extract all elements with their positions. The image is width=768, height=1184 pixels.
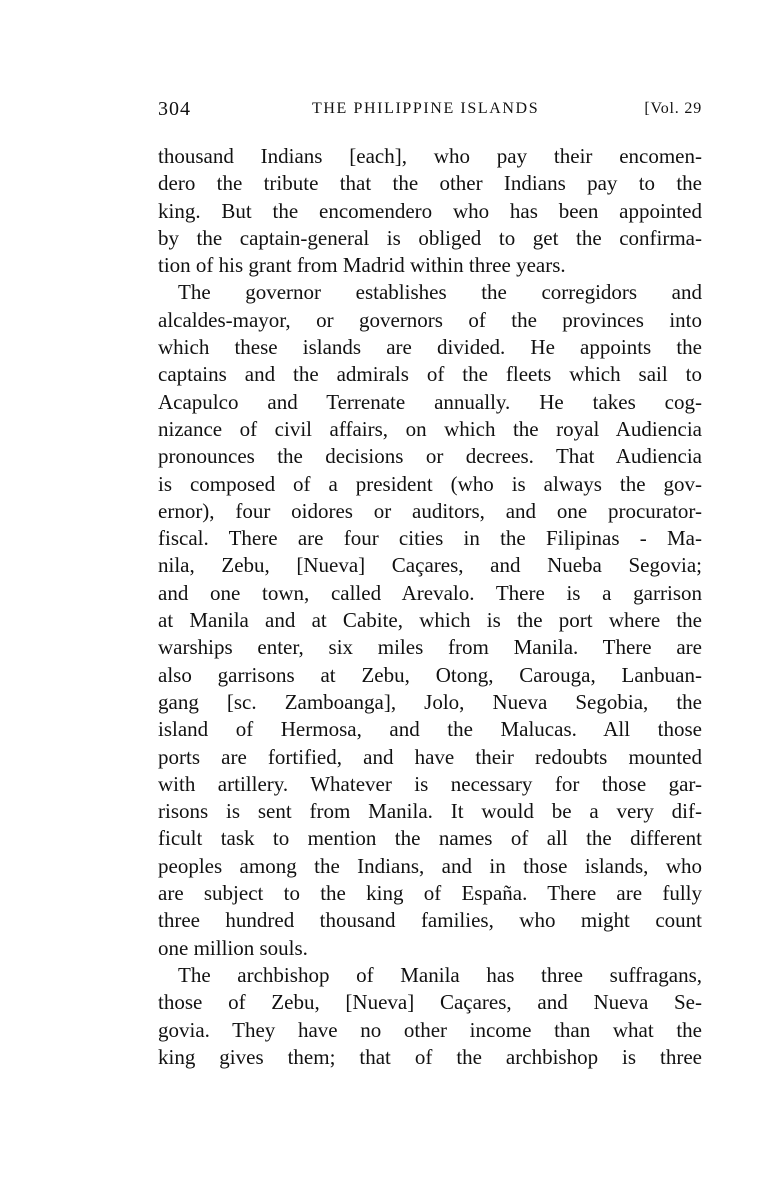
text-line: peoples among the Indians, and in those islands, who: [158, 853, 702, 878]
volume-reference: [Vol. 29: [644, 100, 702, 117]
book-page: [158, 98, 702, 1071]
text-line: risons is sent from Manila. It would be a very dif-: [158, 799, 702, 824]
text-line: with artillery. Whatever is necessary for those gar-: [158, 771, 702, 796]
text-line: alcaldes-mayor, or governors of the provinces into: [158, 307, 702, 332]
text-line: ports are fortified, and have their redoubts mounted: [158, 744, 702, 769]
text-line: those of Zebu, [Nueva] Caçares, and Nueva Se-: [158, 990, 702, 1015]
text-line: which these islands are divided. He appoints the: [158, 335, 702, 360]
text-line: island of Hermosa, and the Malucas. All those: [158, 717, 702, 742]
text-line: is composed of a president (who is always the gov-: [158, 471, 702, 496]
text-line: govia. They have no other income than what the: [158, 1017, 702, 1042]
text-line: by the captain-general is obliged to get the confirma-: [158, 225, 702, 250]
page-number: 304: [158, 98, 191, 120]
text-line: ficult task to mention the names of all the different: [158, 826, 702, 851]
text-line: dero the tribute that the other Indians pay to the: [158, 171, 702, 196]
text-line: at Manila and at Cabite, which is the port where the: [158, 608, 702, 633]
text-line: king gives them; that of the archbishop is three: [158, 1044, 702, 1069]
text-line: are subject to the king of España. There are fully: [158, 881, 702, 906]
text-line: nizance of civil affairs, on which the royal Audiencia: [158, 416, 702, 441]
text-line: king. But the encomendero who has been appointed: [158, 198, 702, 223]
text-line: Acapulco and Terrenate annually. He takes cog-: [158, 389, 702, 414]
text-line: warships enter, six miles from Manila. There are: [158, 635, 702, 660]
body-text: [158, 143, 702, 1071]
running-head: [158, 98, 702, 124]
text-line: pronounces the decisions or decrees. That Audiencia: [158, 444, 702, 469]
text-line: thousand Indians [each], who pay their encomen-: [158, 144, 702, 168]
text-line: also garrisons at Zebu, Otong, Carouga, Lanbuan-: [158, 662, 702, 687]
text-line: three hundred thousand families, who might count: [158, 908, 702, 933]
text-line: nila, Zebu, [Nueva] Caçares, and Nueba Segovia;: [158, 553, 702, 578]
text-line: The governor establishes the corregidors and: [178, 280, 702, 305]
text-line: captains and the admirals of the fleets which sail to: [158, 362, 702, 387]
text-line: gang [sc. Zamboanga], Jolo, Nueva Segobia, the: [158, 689, 702, 714]
text-line: The archbishop of Manila has three suffragans,: [178, 962, 702, 987]
running-title: THE PHILIPPINE ISLANDS: [312, 100, 540, 117]
text-line: ernor), four oidores or auditors, and one procurator-: [158, 498, 702, 523]
text-line: fiscal. There are four cities in the Filipinas - Ma-: [158, 526, 702, 551]
text-line: tion of his grant from Madrid within three years.: [158, 253, 566, 278]
text-line: and one town, called Arevalo. There is a garrison: [158, 580, 702, 605]
text-line: one million souls.: [158, 935, 308, 960]
